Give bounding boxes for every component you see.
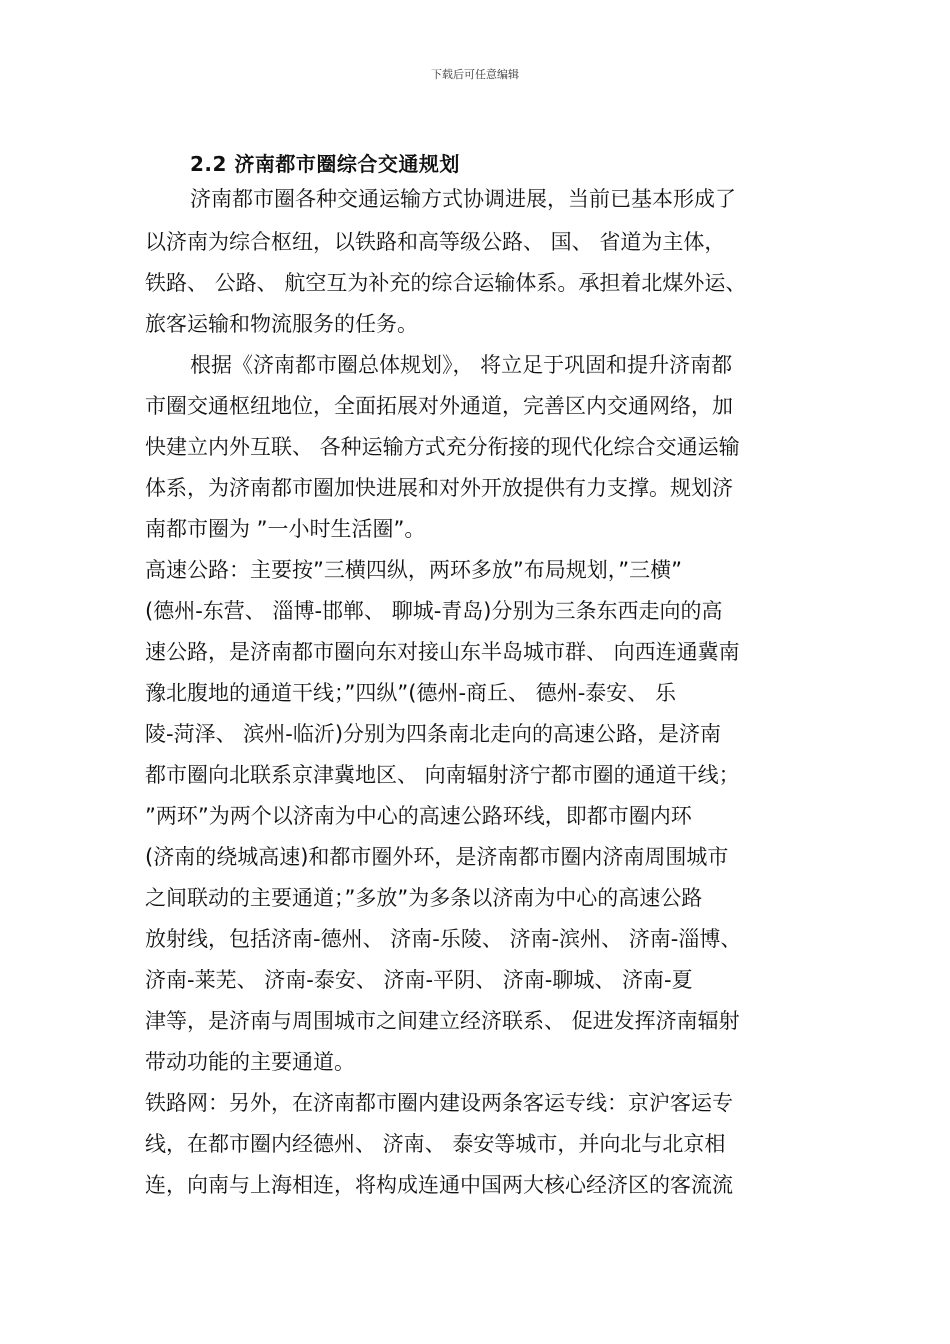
body-line: 铁路网：另外，在济南都市圈内建设两条客运专线：京沪客运专 bbox=[145, 1091, 733, 1115]
body-line: 带动功能的主要通道。 bbox=[145, 1050, 355, 1074]
body-line: 旅客运输和物流服务的任务。 bbox=[145, 312, 418, 336]
body-line: 陵-菏泽、 滨州-临沂)分别为四条南北走向的高速公路，是济南 bbox=[145, 722, 722, 746]
body-line: 快建立内外互联、 各种运输方式充分衔接的现代化综合交通运输 bbox=[145, 435, 740, 459]
body-line: 以济南为综合枢纽，以铁路和高等级公路、 国、 省道为主体， bbox=[145, 230, 726, 254]
body-line: 济南都市圈各种交通运输方式协调进展，当前已基本形成了 bbox=[190, 187, 736, 211]
body-line: 济南-莱芜、 济南-泰安、 济南-平阴、 济南-聊城、 济南-夏 bbox=[145, 968, 693, 992]
section-heading: 2.2 济南都市圈综合交通规划 bbox=[190, 152, 460, 176]
body-line: 速公路，是济南都市圈向东对接山东半岛城市群、 向西连通冀南 bbox=[145, 640, 740, 664]
body-line: 津等，是济南与周围城市之间建立经济联系、 促进发挥济南辐射 bbox=[145, 1009, 740, 1033]
body-line: 根据《济南都市圈总体规划》， 将立足于巩固和提升济南都 bbox=[190, 353, 733, 377]
body-line: 连，向南与上海相连，将构成连通中国两大核心经济区的客流流 bbox=[145, 1173, 733, 1197]
body-line: 南都市圈为 ”一小时生活圈”。 bbox=[145, 517, 426, 541]
body-line: ”两环”为两个以济南为中心的高速公路环线，即都市圈内环 bbox=[145, 804, 692, 828]
body-line: 体系，为济南都市圈加快进展和对外开放提供有力支撑。规划济 bbox=[145, 476, 733, 500]
body-line: (德州-东营、 淄博-邯郸、 聊城-青岛)分别为三条东西走向的高 bbox=[145, 599, 723, 623]
body-line: 都市圈向北联系京津冀地区、 向南辐射济宁都市圈的通道干线； bbox=[145, 763, 740, 787]
body-line: 放射线，包括济南-德州、 济南-乐陵、 济南-滨州、 济南-淄博、 bbox=[145, 927, 742, 951]
body-line: 豫北腹地的通道干线；”四纵”(德州-商丘、 德州-泰安、 乐 bbox=[145, 681, 676, 705]
body-line: 线，在都市圈内经德州、 济南、 泰安等城市，并向北与北京相 bbox=[145, 1132, 726, 1156]
body-line: (济南的绕城高速)和都市圈外环，是济南都市圈内济南周围城市 bbox=[145, 845, 729, 869]
body-line: 高速公路：主要按”三横四纵，两环多放”布局规划，”三横” bbox=[145, 558, 683, 582]
body-line: 市圈交通枢纽地位，全面拓展对外通道，完善区内交通网络，加 bbox=[145, 394, 733, 418]
body-line: 之间联动的主要通道；”多放”为多条以济南为中心的高速公路 bbox=[145, 886, 703, 910]
page-header-note: 下载后可任意编辑 bbox=[431, 68, 519, 81]
body-line: 铁路、 公路、 航空互为补充的综合运输体系。承担着北煤外运、 bbox=[145, 271, 747, 295]
